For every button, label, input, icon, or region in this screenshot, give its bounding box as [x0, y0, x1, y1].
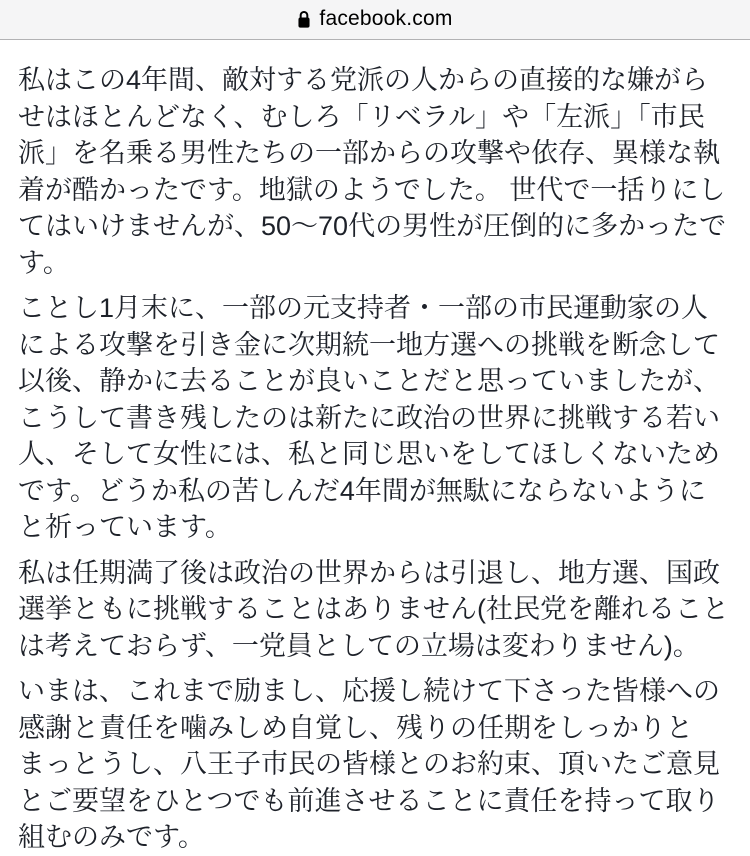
post-paragraph-2: ことし1月末に、一部の元支持者・一部の市民運動家の人による攻撃を引き金に次期統一地方選への挑戦を断念して以後、静かに去ることが良いことだと思っていましたが、こうして書き残したのは新たに政治の世界に挑戦する若い人、そして女性には、私と同じ思いをしてほしくないためです。どうか私の苦しんだ4年間が無駄にならないようにと祈っています。: [18, 293, 720, 542]
post-paragraph-1: 私はこの4年間、敵対する党派の人からの直接的な嫌がらせはほとんどなく、むしろ「リベラル」や「左派」「市民派」を名乗る男性たちの一部からの攻撃や依存、異様な執着が酷かったです。地獄のようでした。 世代で一括りにしてはいけませんが、50〜70代の男性が圧倒的に多かったです。: [18, 65, 727, 278]
url-label: facebook.com: [319, 7, 453, 30]
browser-url-bar[interactable]: [0, 0, 750, 40]
post-paragraph-4: いまは、これまで励まし、応援し続けて下さった皆様への感謝と責任を噛みしめ自覚し、残りの任期をしっかりとまっとうし、八王子市民の皆様とのお約束、頂いたご意見とご要望をひとつでも前進させることに責任を持って取り組むのみです。: [18, 676, 720, 852]
post-paragraph-3: 私は任期満了後は政治の世界からは引退し、地方選、国政選挙ともに挑戦することはありません(社民党を離れることは考えておらず、一党員としての立場は変わりません)。: [18, 557, 729, 661]
lock-icon: [297, 10, 311, 29]
post-body: [0, 40, 750, 856]
